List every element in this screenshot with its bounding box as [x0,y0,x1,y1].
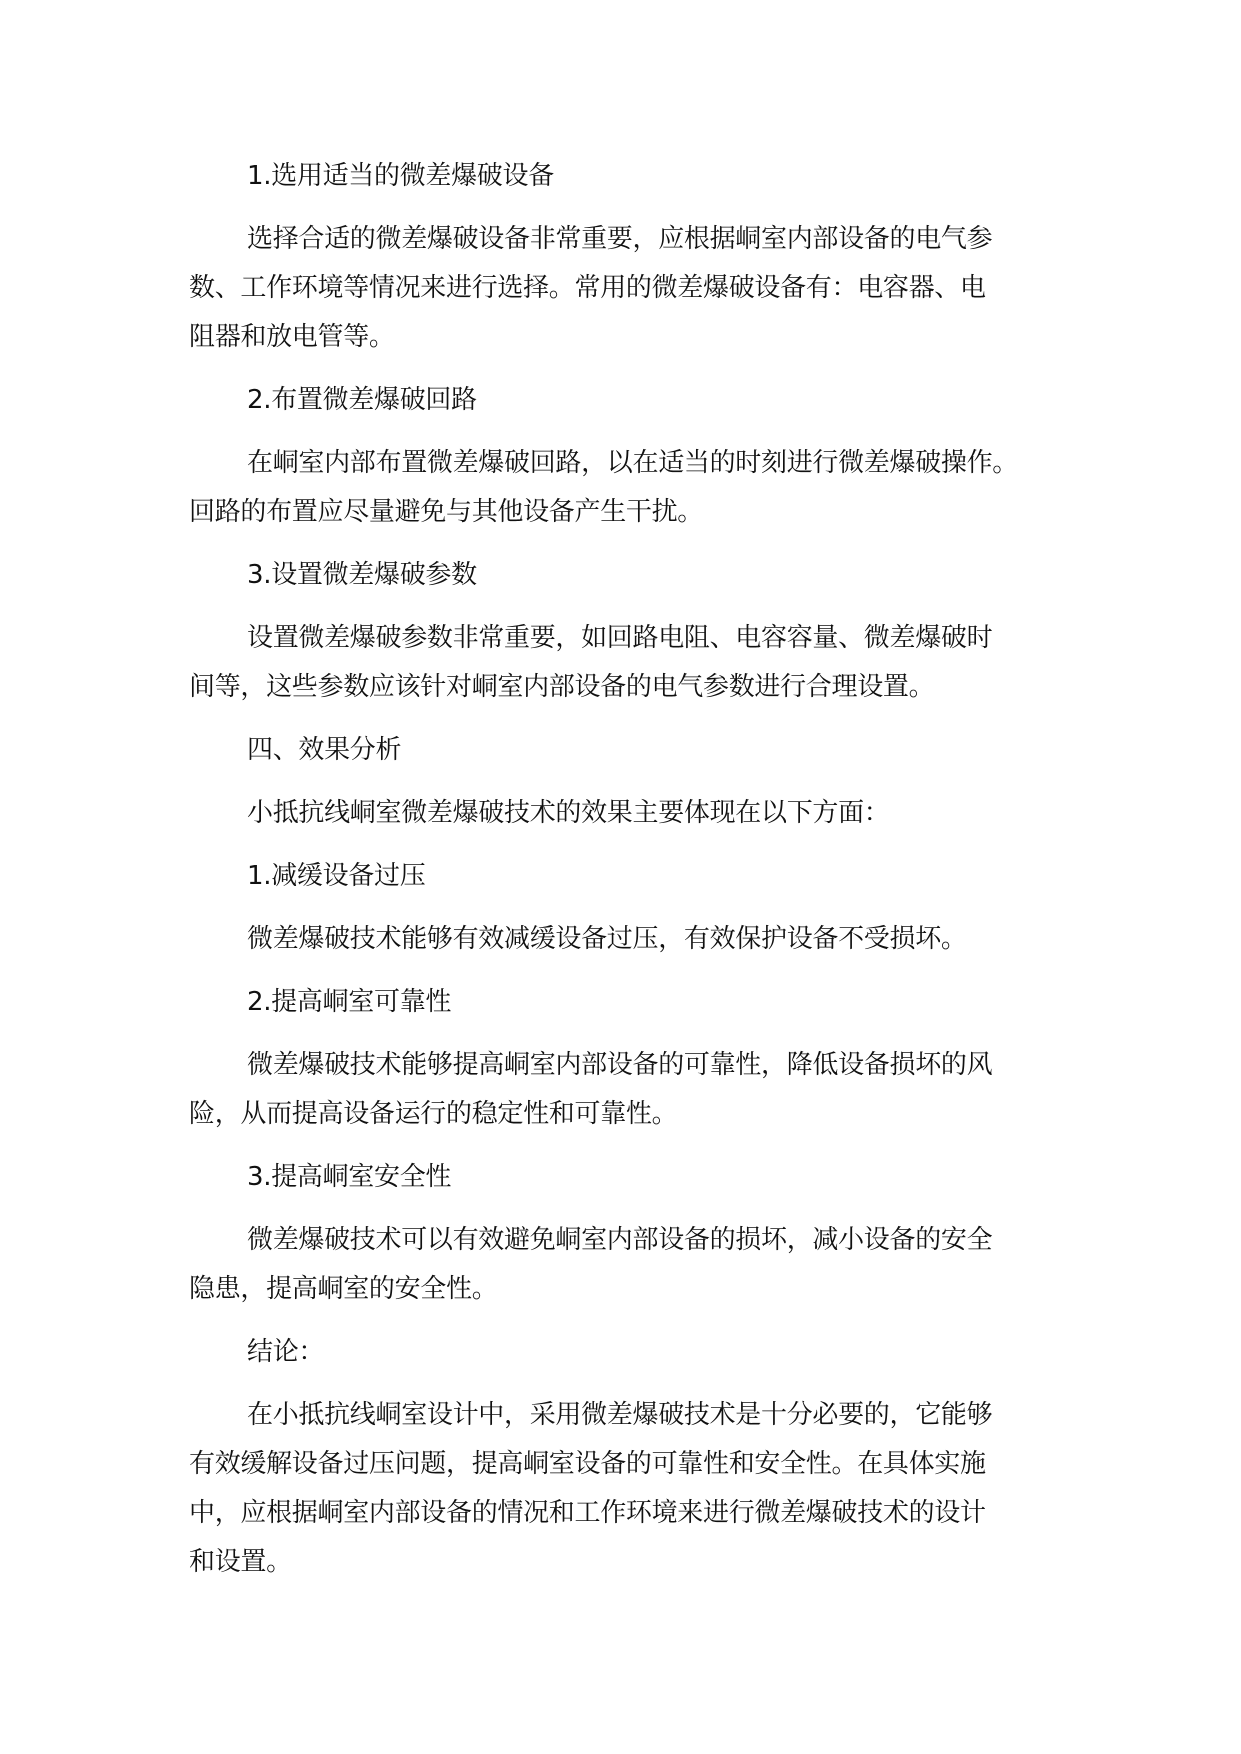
body-paragraph [189,1216,1069,1314]
paragraph-line: 中，应根据峒室内部设备的情况和工作环境来进行微差爆破技术的设计 [189,1498,986,1528]
paragraph-line: 在小抵抗线峒室设计中，采用微差爆破技术是十分必要的，它能够 [247,1400,993,1430]
body-paragraph [189,439,1069,537]
section-heading: 2.布置微差爆破回路 [247,385,477,415]
section-heading: 1.选用适当的微差爆破设备 [247,161,554,191]
paragraph-line: 阻器和放电管等。 [189,322,395,352]
body-paragraph: 微差爆破技术能够有效减缓设备过压，有效保护设备不受损坏。 [247,924,967,954]
section-heading: 3.设置微差爆破参数 [247,560,477,590]
section-heading: 3.提高峒室安全性 [247,1162,452,1192]
paragraph-line: 选择合适的微差爆破设备非常重要，应根据峒室内部设备的电气参 [247,224,993,254]
paragraph-line: 和设置。 [189,1547,292,1577]
paragraph-line: 间等，这些参数应该针对峒室内部设备的电气参数进行合理设置。 [189,672,935,702]
section-heading: 四、效果分析 [247,735,402,765]
paragraph-line: 险，从而提高设备运行的稳定性和可靠性。 [189,1099,678,1129]
paragraph-line: 数、工作环境等情况来进行选择。常用的微差爆破设备有：电容器、电 [189,273,986,303]
document-page [189,152,1069,1601]
section-heading: 结论： [247,1337,325,1367]
body-paragraph [189,215,1069,362]
body-paragraph [189,1041,1069,1139]
section-heading: 1.减缓设备过压 [247,861,426,891]
body-paragraph [189,1391,1069,1587]
body-paragraph: 小抵抗线峒室微差爆破技术的效果主要体现在以下方面： [247,798,890,828]
paragraph-line: 设置微差爆破参数非常重要，如回路电阻、电容容量、微差爆破时 [247,623,993,653]
body-paragraph [189,614,1069,712]
paragraph-line: 隐患，提高峒室的安全性。 [189,1274,498,1304]
section-heading: 2.提高峒室可靠性 [247,987,452,1017]
paragraph-line: 有效缓解设备过压问题，提高峒室设备的可靠性和安全性。在具体实施 [189,1449,986,1479]
paragraph-line: 微差爆破技术能够提高峒室内部设备的可靠性，降低设备损坏的风 [247,1050,993,1080]
paragraph-line: 在峒室内部布置微差爆破回路，以在适当的时刻进行微差爆破操作。 [247,448,1019,478]
paragraph-line: 回路的布置应尽量避免与其他设备产生干扰。 [189,497,704,527]
paragraph-line: 微差爆破技术可以有效避免峒室内部设备的损坏，减小设备的安全 [247,1225,993,1255]
